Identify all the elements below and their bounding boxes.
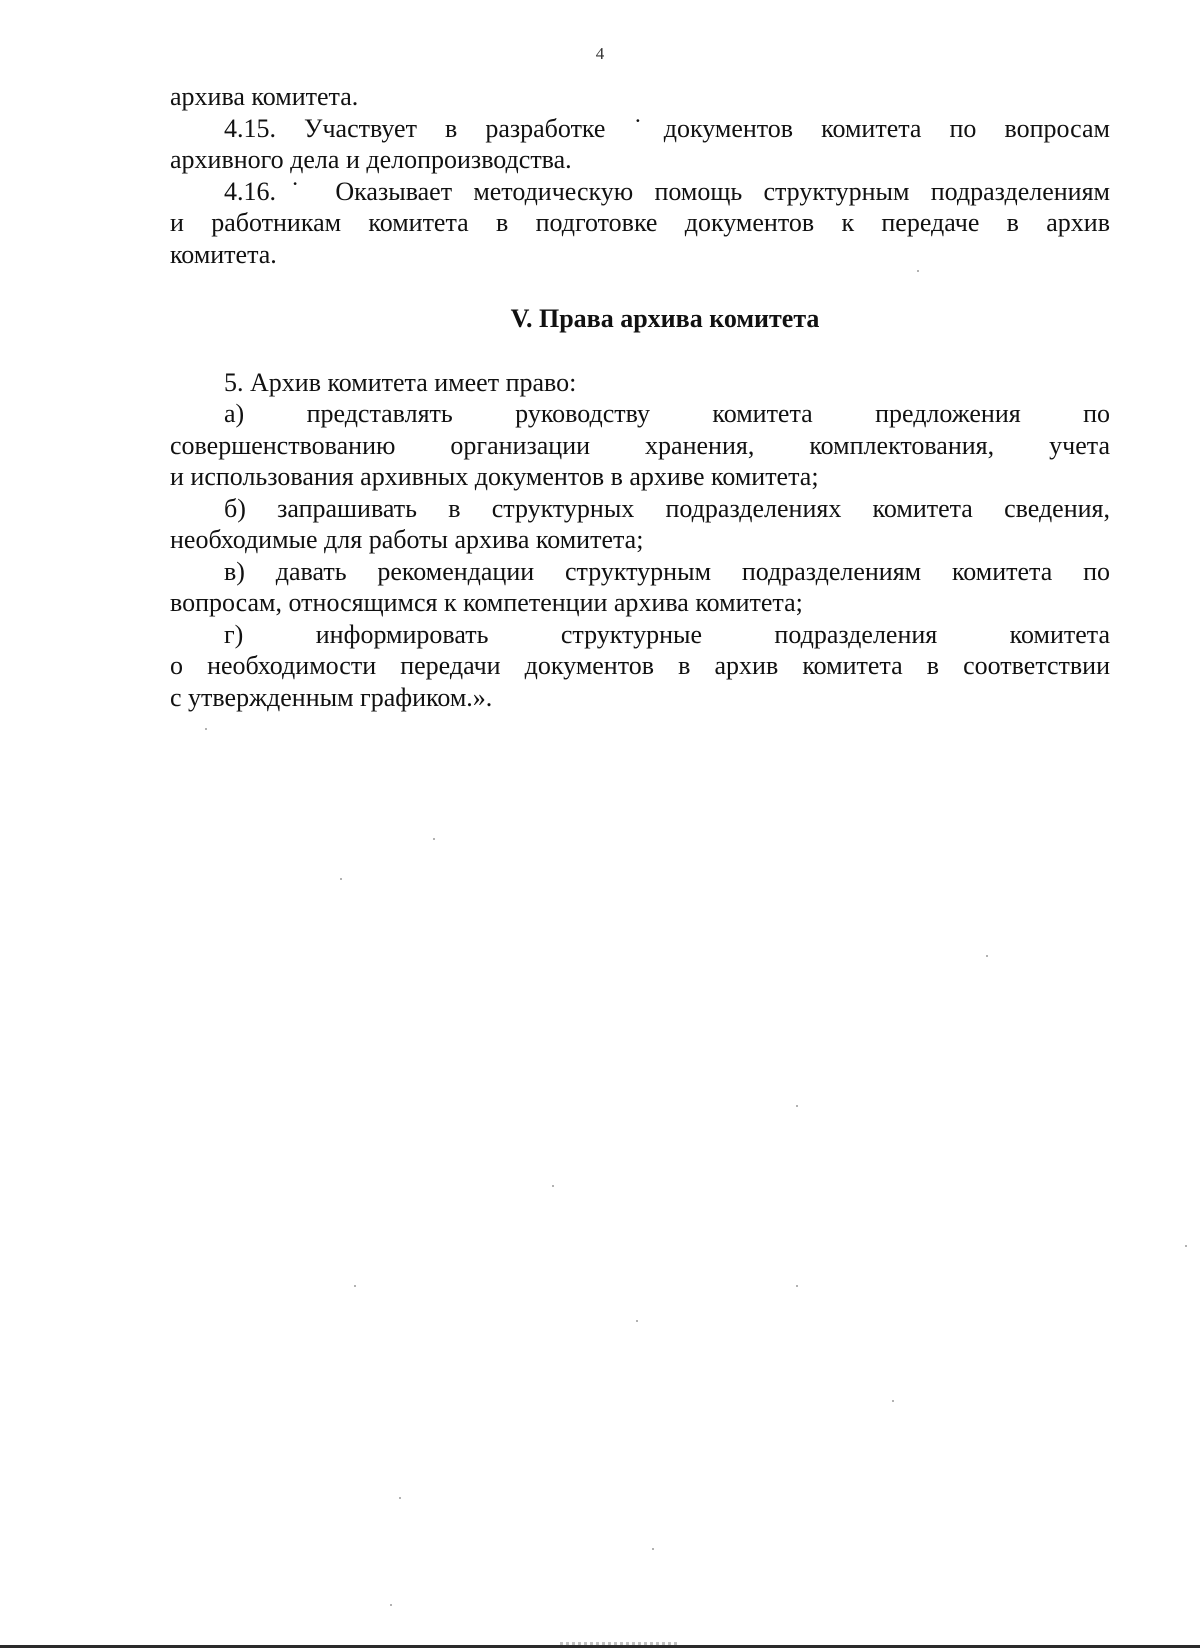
text-line: а) представлять руководству комитета предложения по: [224, 399, 1110, 428]
section-title: V. Права архива комитета: [510, 304, 820, 333]
scan-speck: [796, 1105, 798, 1107]
text-line: с утвержденным графиком.».: [170, 682, 493, 712]
paragraph-5g: [170, 619, 1110, 714]
scan-speck: [796, 1285, 798, 1287]
text-line: и использования архивных документов в архиве комитета;: [170, 462, 819, 491]
text-line: б) запрашивать в структурных подразделениях комитета сведения,: [224, 493, 1110, 523]
scan-speck: [986, 955, 988, 957]
text-line: совершенствованию организации хранения, комплектования, учета: [170, 430, 1110, 460]
text-line: архивного дела и делопроизводства.: [170, 145, 572, 174]
scan-speck: [340, 878, 342, 880]
document-body: [170, 81, 1110, 713]
paragraph-4-15: [170, 113, 1110, 176]
scan-speck: [917, 270, 919, 272]
text-line: комитета.: [170, 239, 277, 269]
text-line: и работникам комитета в подготовке документов к передаче в архив: [170, 208, 1110, 237]
scan-speck: [399, 1497, 401, 1499]
page-number: 4: [595, 44, 605, 63]
scan-speck: [552, 1185, 554, 1187]
scan-speck: [892, 1400, 894, 1402]
scan-speck: [636, 1320, 638, 1322]
scan-speck: [205, 728, 207, 730]
scan-speck: [652, 1548, 654, 1550]
paragraph-5: [170, 367, 1110, 399]
paragraph-5a: [170, 398, 1110, 493]
text-line: 4.16.˙ Оказывает методическую помощь структурным подразделениям: [224, 176, 1110, 206]
scan-speck: [433, 838, 435, 840]
text-line: 5. Архив комитета имеет право:: [224, 367, 577, 397]
text-line: г) информировать структурные подразделения комитета: [224, 619, 1110, 649]
paragraph-5v: [170, 556, 1110, 619]
paragraph-4-16: [170, 176, 1110, 271]
text-line: в) давать рекомендации структурным подразделениям комитета по: [224, 556, 1110, 586]
scan-speck: [354, 1285, 356, 1287]
paragraph-continuation: [170, 81, 1110, 113]
text-line: необходимые для работы архива комитета;: [170, 525, 644, 554]
paragraph-5b: [170, 493, 1110, 556]
scan-speck: [390, 1604, 392, 1606]
text-line: вопросам, относящимся к компетенции архива комитета;: [170, 588, 803, 617]
text-line: о необходимости передачи документов в архив комитета в соответствии: [170, 651, 1110, 680]
scan-speck: [1185, 1245, 1187, 1247]
text-line: 4.15. Участвует в разработке ˙документов комитета по вопросам: [224, 113, 1110, 143]
text-line: архива комитета.: [170, 82, 359, 111]
